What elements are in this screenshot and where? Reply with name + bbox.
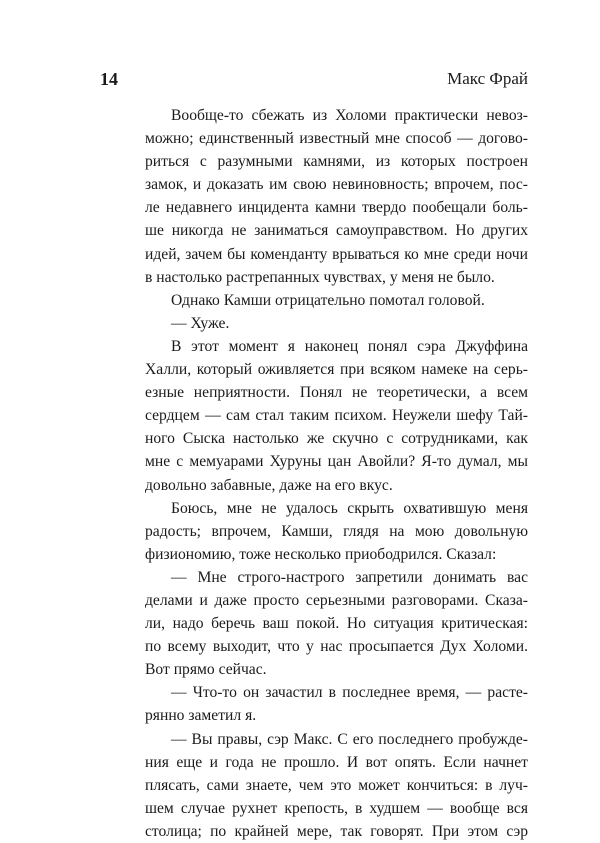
text-line: делами и даже просто серьезными разговорами. Сказа- — [145, 591, 528, 609]
running-head-author: Макс Фрай — [447, 69, 528, 88]
page-number: 14 — [100, 69, 118, 89]
text-line: физиономию, тоже несколько приободрился. Сказал: — [145, 545, 497, 563]
text-line: столица; по крайней мере, так говорят. При этом сэр — [145, 822, 528, 840]
page-header — [100, 67, 528, 91]
text-line: Халли, который оживляется при всяком намеке на серь- — [145, 361, 528, 379]
text-line: риться с разумными камнями, из которых построен — [145, 153, 528, 171]
text-line: ного Сыска настолько же скучно с сотрудниками, как — [145, 430, 528, 448]
text-line: — Вы правы, сэр Макс. С его последнего пробужде- — [171, 730, 528, 748]
text-line: Боюсь, мне не удалось скрыть охватившую меня — [171, 499, 528, 517]
text-line: ли, надо беречь ваш покой. Но ситуация критическая: — [145, 615, 528, 633]
text-line: в настолько растрепанных чувствах, у меня не было. — [145, 268, 495, 286]
text-line: радость; впрочем, Камши, глядя на мою довольную — [145, 522, 528, 540]
text-line: езные неприятности. Понял не теоретически, а всем — [145, 384, 528, 402]
text-line: Вообще-то сбежать из Холоми практически невоз- — [171, 107, 528, 124]
text-line: — Хуже. — [171, 314, 230, 332]
text-line: Вот прямо сейчас. — [145, 661, 267, 679]
body-text — [145, 104, 528, 843]
text-line: — Что-то он зачастил в последнее время, — расте- — [171, 684, 528, 702]
text-line: сердцем — сам стал таким психом. Неужели шефу Тай- — [145, 407, 528, 425]
text-line: можно; единственный известный мне способ — догово- — [145, 130, 528, 148]
text-line: рянно заметил я. — [145, 707, 257, 725]
text-line: довольно забавные, даже на его вкус. — [145, 476, 393, 494]
text-line: ше никогда не заниматься самоуправством. Но других — [145, 222, 528, 240]
text-line: идей, зачем бы коменданту врываться ко мне среди ночи — [145, 245, 528, 263]
text-line: шем случае рухнет крепость, в худшем — вообще вся — [145, 799, 528, 817]
text-line: — Мне строго-настрого запретили донимать вас — [171, 568, 528, 586]
text-line: замок, и доказать им свою невиновность; впрочем, пос- — [145, 176, 528, 194]
text-line: плясать, сами знаете, чем это может кончиться: в луч- — [145, 776, 528, 794]
text-line: по всему выходит, что у нас просыпается Дух Холоми. — [145, 638, 528, 656]
text-line: В этот момент я наконец понял сэра Джуффина — [171, 337, 528, 355]
text-line: ния еще и года не прошло. И вот опять. Если начнет — [145, 753, 528, 771]
text-line: мне с мемуарами Хуруны цан Авойли? Я-то думал, мы — [145, 453, 528, 471]
text-line: Однако Камши отрицательно помотал головой. — [171, 291, 485, 309]
text-line: ле недавнего инцидента камни твердо пообещали боль- — [145, 199, 528, 217]
